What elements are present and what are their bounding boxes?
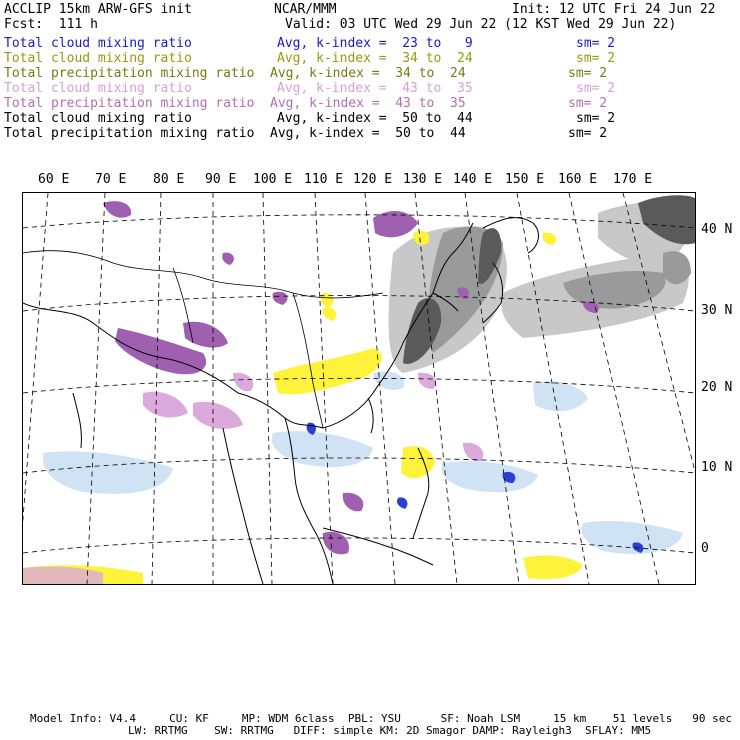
lon-label: 90 E — [205, 172, 237, 187]
coastline — [73, 393, 81, 448]
purple-cloud-area — [323, 532, 349, 555]
yellow-cloud-area — [322, 307, 336, 321]
field-avg: Avg, k-index = 34 to 24 — [277, 51, 473, 66]
lon-label: 110 E — [304, 172, 344, 187]
lon-label: 120 E — [353, 172, 393, 187]
field-sm: sm= 2 — [576, 36, 616, 51]
longitude-line — [87, 193, 105, 584]
field-name: Total cloud mixing ratio — [4, 81, 192, 96]
lon-label: 70 E — [95, 172, 127, 187]
lightblue-cloud-area — [43, 451, 173, 494]
field-name: Total precipitation mixing ratio — [4, 96, 255, 111]
country-border — [23, 251, 383, 298]
lon-label: 80 E — [153, 172, 185, 187]
yellow-cloud-area — [401, 446, 435, 478]
field-name: Total precipitation mixing ratio — [4, 126, 255, 141]
purple-cloud-area — [343, 493, 364, 512]
purple-cloud-area — [272, 292, 287, 305]
field-name: Total cloud mixing ratio — [4, 111, 192, 126]
forecast-map — [22, 192, 696, 585]
field-avg: Avg, k-index = 43 to 35 — [277, 81, 473, 96]
pink-cloud-area — [193, 402, 243, 429]
longitude-line — [152, 193, 161, 584]
latitude-line — [23, 378, 695, 393]
map-canvas — [23, 193, 695, 584]
gray-cloud-layer — [389, 195, 695, 373]
field-sm: sm= 2 — [568, 126, 608, 141]
organization: NCAR/MMM — [274, 2, 337, 17]
lon-label: 150 E — [505, 172, 545, 187]
blue-cloud-area — [397, 497, 407, 509]
longitude-line — [517, 193, 589, 584]
lon-label: 170 E — [613, 172, 653, 187]
lat-label: 30 N — [701, 303, 733, 318]
purple-cloud-area — [103, 201, 131, 218]
pink-cloud-area — [418, 373, 436, 389]
longitude-line — [263, 193, 272, 584]
field-avg: Avg, k-index = 34 to 24 — [270, 66, 466, 81]
lat-label: 40 N — [701, 222, 733, 237]
lightblue-cloud-area — [581, 521, 683, 554]
yellow-cloud-area — [523, 555, 583, 579]
yellow-cloud-area — [273, 348, 382, 394]
field-name: Total cloud mixing ratio — [4, 51, 192, 66]
lon-label: 60 E — [38, 172, 70, 187]
field-sm: sm= 2 — [568, 66, 608, 81]
field-avg: Avg, k-index = 43 to 35 — [270, 96, 466, 111]
yellow-cloud-area — [321, 293, 333, 308]
pink-cloud-area — [143, 392, 188, 418]
lat-label: 0 — [701, 541, 709, 556]
lightblue-cloud-area — [373, 371, 404, 389]
pink-cloud-area — [233, 373, 253, 392]
field-avg: Avg, k-index = 50 to 44 — [270, 126, 466, 141]
init-time: Init: 12 UTC Fri 24 Jun 22 — [512, 2, 716, 17]
field-sm: sm= 2 — [576, 111, 616, 126]
lat-label: 10 N — [701, 460, 733, 475]
blue-cloud-layer — [43, 371, 683, 554]
field-avg: Avg, k-index = 23 to 9 — [277, 36, 473, 51]
coastline — [368, 398, 373, 433]
pink-cloud-area — [463, 443, 483, 462]
lat-label: 20 N — [701, 380, 733, 395]
field-name: Total cloud mixing ratio — [4, 36, 192, 51]
lon-label: 160 E — [558, 172, 598, 187]
model-title: ACCLIP 15km ARW-GFS init — [4, 2, 192, 17]
lightblue-cloud-area — [272, 431, 373, 467]
forecast-hour: Fcst: 111 h — [4, 17, 98, 32]
field-sm: sm= 2 — [576, 51, 616, 66]
coastline — [223, 428, 263, 584]
field-avg: Avg, k-index = 50 to 44 — [277, 111, 473, 126]
lightblue-cloud-area — [441, 461, 538, 492]
field-sm: sm= 2 — [568, 96, 608, 111]
lightblue-cloud-area — [533, 381, 588, 411]
model-info-line1: Model Info: V4.4 CU: KF MP: WDM 6class PBL: YSU SF: Noah LSM 15 km 51 levels 90 sec — [30, 712, 732, 725]
model-info-line2: LW: RRTMG SW: RRTMG DIFF: simple KM: 2D Smagor DAMP: Rayleigh3 SFLAY: MM5 — [128, 724, 652, 737]
yellow-cloud-area — [542, 233, 556, 245]
field-name: Total precipitation mixing ratio — [4, 66, 255, 81]
lon-label: 100 E — [253, 172, 293, 187]
valid-time: Valid: 03 UTC Wed 29 Jun 22 (12 KST Wed 29 Jun 22) — [285, 17, 677, 32]
purple-cloud-area — [222, 253, 234, 265]
lon-label: 140 E — [453, 172, 493, 187]
lon-label: 130 E — [403, 172, 443, 187]
field-sm: sm= 2 — [576, 81, 616, 96]
country-border — [293, 293, 323, 428]
